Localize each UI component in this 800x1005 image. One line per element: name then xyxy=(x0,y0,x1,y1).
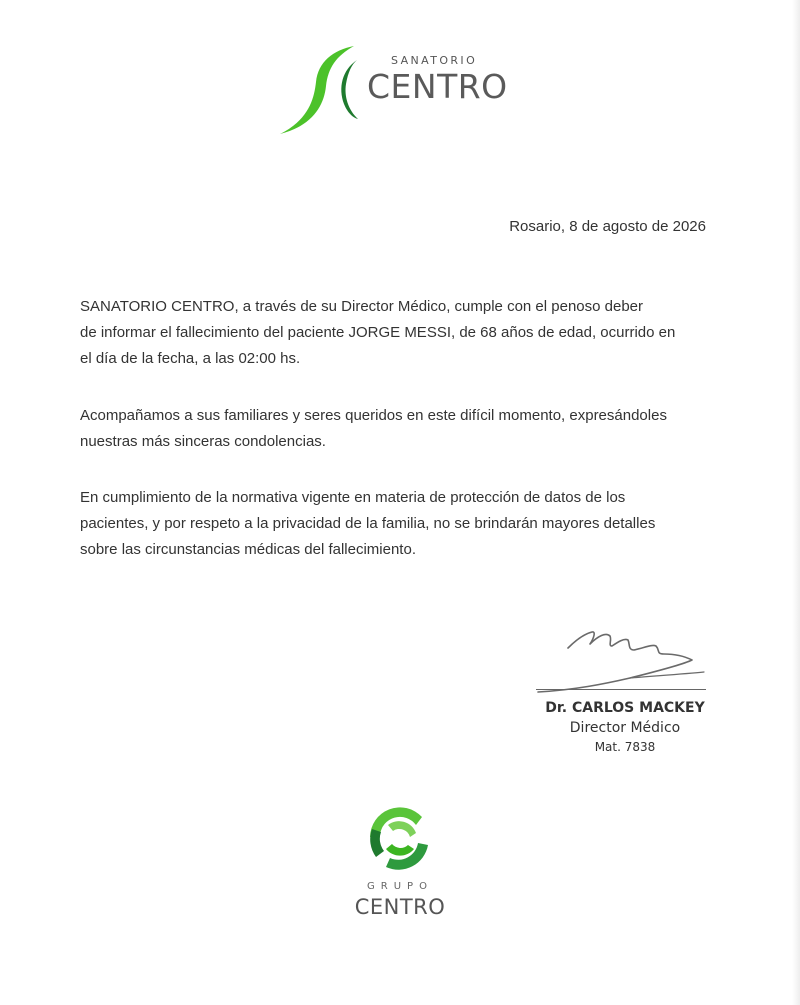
paragraph-line: pacientes, y por respeto a la privacidad de la familia, no se brindarán mayores detalles xyxy=(80,515,656,532)
signer-name: Dr. CARLOS MACKEY xyxy=(545,700,705,716)
signer-title: Director Médico xyxy=(569,720,681,736)
signer-registration: Mat. 7838 xyxy=(594,740,656,754)
footer-logo-small-text: GRUPO xyxy=(367,881,433,892)
handwritten-signature xyxy=(534,620,714,695)
paragraph-line: sobre las circunstancias médicas del fallecimiento. xyxy=(80,541,416,558)
paragraph-line: SANATORIO CENTRO, a través de su Director Médico, cumple con el penoso deber xyxy=(80,298,644,315)
paragraph-condolences xyxy=(80,403,720,455)
paragraph-line: nuestras más sinceras condolencias. xyxy=(80,433,326,450)
signature-line xyxy=(536,689,706,690)
letter-date: Rosario, 8 de agosto de 2026 xyxy=(509,218,706,235)
logo-small-text: SANATORIO xyxy=(391,54,478,67)
paragraph-privacy xyxy=(80,485,720,563)
footer-logo-big-text: CENTRO xyxy=(354,895,446,919)
logo-big-text: CENTRO xyxy=(367,67,508,106)
footer-logo xyxy=(330,805,470,925)
paragraph-line: En cumplimiento de la normativa vigente en materia de protección de datos de los xyxy=(80,489,626,506)
paragraph-announcement xyxy=(80,294,720,372)
page-edge xyxy=(792,0,800,1005)
paragraph-line: el día de la fecha, a las 02:00 hs. xyxy=(80,350,301,367)
green-swoosh-logo-icon xyxy=(278,40,368,140)
header-logo xyxy=(278,40,528,140)
green-circular-swirl-logo-icon xyxy=(362,805,438,873)
paragraph-line: Acompañamos a sus familiares y seres queridos en este difícil momento, expresándoles xyxy=(80,407,667,424)
paragraph-line: de informar el fallecimiento del paciente JORGE MESSI, de 68 años de edad, ocurrido en xyxy=(80,324,676,341)
